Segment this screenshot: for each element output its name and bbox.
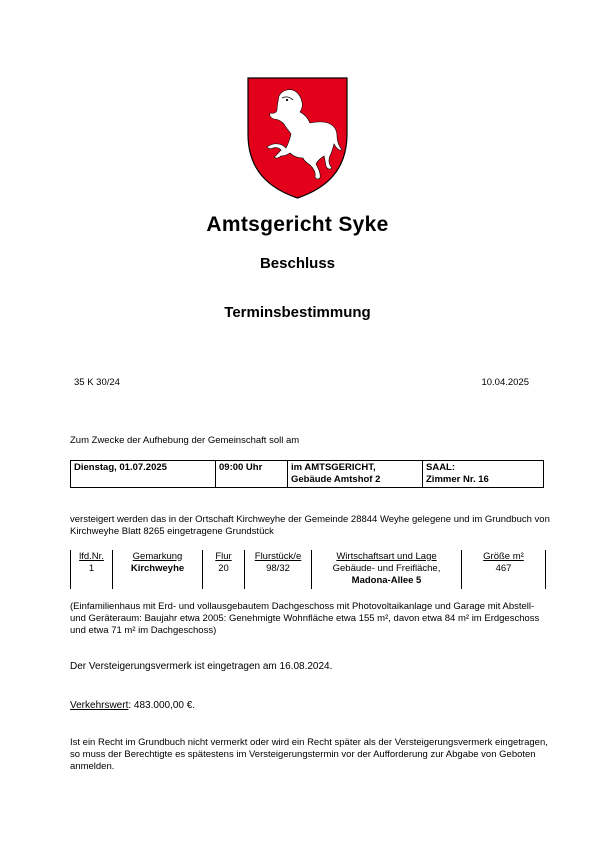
property-header-row [71, 550, 546, 563]
cell-groesse: 467 [462, 563, 546, 589]
header-flurstueck: Flurstück/e [245, 550, 312, 563]
header-wirtschaftsart: Wirtschaftsart und Lage [312, 550, 462, 563]
appointment-time: 09:00 Uhr [219, 462, 263, 473]
cell-flurstueck: 98/32 [245, 563, 312, 589]
market-value-amount: : 483.000,00 €. [128, 700, 196, 711]
property-row [71, 563, 546, 589]
cell-gemarkung: Kirchweyhe [113, 563, 203, 589]
appointment-time-cell [216, 461, 288, 488]
room-line2: Zimmer Nr. 16 [426, 474, 489, 485]
appointment-date: Dienstag, 01.07.2025 [74, 462, 167, 473]
location-line2: Gebäude Amtshof 2 [291, 474, 381, 485]
lage-line1: Gebäude- und Freifläche, [332, 563, 441, 574]
header-groesse: Größe m² [462, 550, 546, 563]
appointment-row [71, 461, 544, 488]
document-type-heading: Beschluss [259, 255, 336, 272]
header-flur: Flur [203, 550, 245, 563]
appointment-table [70, 460, 544, 488]
cell-lage [312, 563, 462, 589]
appointment-date-cell [71, 461, 216, 488]
header-gemarkung: Gemarkung [113, 550, 203, 563]
auction-text: versteigert werden das in der Ortschaft Kirchweyhe der Gemeinde 28844 Weyhe gelegene und im Grundbuch von Kirchweyhe Blatt 8265 eingetragene Grundstück [70, 514, 550, 537]
appointment-room-cell [423, 461, 544, 488]
room-line1: SAAL: [426, 462, 456, 473]
property-description: (Einfamilienhaus mit Erd- und vollausgebautem Dachgeschoss mit Photovoltaikanlage und Garage mit Abstell- und Geräteraum: Baujahr etwa 2005: Genehmigte Wohnfläche etwa 155 m², davon etwa 84 m² im Erdgeschoss und etwa 71 m² im Dachgeschoss) [70, 601, 540, 636]
cell-nr: 1 [71, 563, 113, 589]
header-lfd-nr: lfd.Nr. [71, 550, 113, 563]
market-value-label: Verkehrswert [70, 700, 129, 711]
case-number: 35 K 30/24 [74, 377, 120, 388]
cell-flur: 20 [203, 563, 245, 589]
court-title: Amtsgericht Syke [206, 213, 389, 236]
lower-saxony-horse-crest-icon [246, 76, 349, 200]
market-value [70, 700, 195, 711]
appointment-location-cell [288, 461, 423, 488]
document-subject-heading: Terminsbestimmung [224, 304, 371, 321]
lage-line2: Madona-Allee 5 [351, 575, 422, 586]
property-table [70, 550, 546, 589]
registration-note: Der Versteigerungsvermerk ist eingetragen am 16.08.2024. [70, 661, 333, 672]
location-line1: im AMTSGERICHT, [291, 462, 376, 473]
legal-notice: Ist ein Recht im Grundbuch nicht vermerkt oder wird ein Recht später als der Versteigerungsvermerk eingetragen, so muss der Berechtigte es spätestens im Versteigerungstermin vor der Aufforderung zur Abgabe von Geboten anmelden. [70, 737, 548, 772]
document-date: 10.04.2025 [481, 377, 529, 388]
intro-text: Zum Zwecke der Aufhebung der Gemeinschaft soll am [70, 435, 300, 446]
